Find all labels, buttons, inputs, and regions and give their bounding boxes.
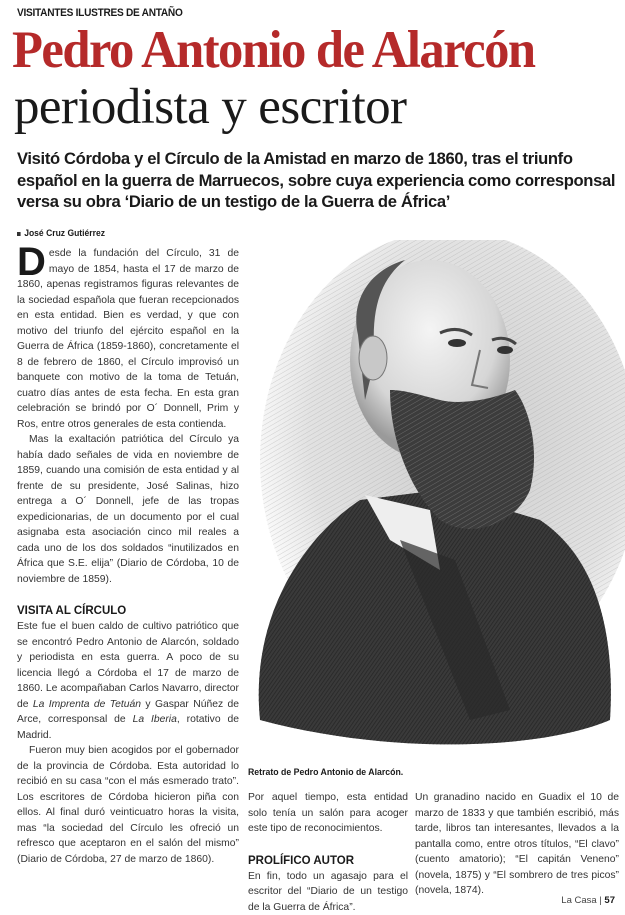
magazine-name: La Casa [561,895,596,906]
image-caption: Retrato de Pedro Antonio de Alarcón. [248,767,403,778]
author-name: José Cruz Gutiérrez [24,228,105,239]
publication-name: La Iberia [133,714,177,725]
paragraph-text: Este fue el buen caldo de cultivo patriótico que se encontró Pedro Antonio de Alarcón, soldado y periodista en esta guerra. A poco de su licencia llegó a Córdoba el 17 de marzo de 1860. Le acompañaban Carlos Navarro, director de [17,621,239,710]
paragraph-text: esde la fundación del Círculo, 31 de mayo de 1854, hasta el 17 de marzo de 1860, apenas registramos figuras relevantes de la sociedad española que fueran recepcionados en esta entidad. Bien es verdad, y que con motivo del triunfo del ejército español en la Guerra de África (1859-1860), concretamente el 8 de febrero de 1860, el Círculo improvisó un banquete con motivo de la toma de Tetuán, cuatro días antes de esta fecha. En esta gran celebración se brindó por O´ Donnell, Prim y Ros, entre otros generales de esta contienda. [17,248,239,430]
deck-line: versa su obra ‘Diario de un testigo de la Guerra de África’ [17,191,617,213]
subheadline: periodista y escritor [14,82,406,133]
paragraph [17,619,239,743]
paragraph: Un granadino nacido en Guadix el 10 de marzo de 1833 y que también escribió, más tarde, libros tan interesantes, llevados a la pantalla como, entre otros títulos, “El clavo” (cuento amatorio); “El capitán Veneno” (novela, 1875) y “El sombrero de tres picos” (novela, 1874). [415,790,619,899]
paragraph: Fueron muy bien acogidos por el gobernador de la provincia de Córdoba. Esta autoridad lo recibió en su casa “con el más esmerado trato”. Los escritores de Córdoba hicieron piña con ellos. Al final duró veinticuatro horas la visita, mas “la sociedad del Círculo les ofreció un refresco que aceptaron en el salón del mismo” (Diario de Córdoba, 27 de marzo de 1860). [17,743,239,867]
deck-line: español en la guerra de Marruecos, sobre cuya experiencia como corresponsal [17,170,617,192]
paragraph-text: y Gaspar Núñez de Arce, corresponsal de [17,699,239,726]
drop-cap: D [17,247,46,277]
paragraph-text: , rotativo de Madrid. [17,714,239,741]
section-kicker: VISITANTES ILUSTRES DE ANTAÑO [17,7,183,19]
paragraph: Por aquel tiempo, esta entidad solo tenía un salón para acoger este tipo de reconocimientos. [248,790,408,837]
bullet-square-icon [17,232,21,236]
byline [17,228,105,239]
page-number: 57 [604,895,615,906]
paragraph: En fin, todo un agasajo para el escritor del “Diario de un testigo de la Guerra de África”. [248,869,408,915]
deck-line: Visitó Córdoba y el Círculo de la Amistad en marzo de 1860, tras el triunfo [17,148,617,170]
section-heading: PROLÍFICO AUTOR [248,853,408,869]
column-left [17,246,239,867]
paragraph: Mas la exaltación patriótica del Círculo ya había dado señales de vida en noviembre de 1859, cuando una comisión de esta entidad y al frente de su presidente, José Salinas, hizo entrega a O´ Donnell, jefe de las tropas expedicionarias, de un documento por el cual asignaba esta asociación cinco mil reales a cada uno de los dos soldados “inutilizados en África que S.E. elija” (Diario de Córdoba, 10 de noviembre de 1859). [17,432,239,587]
portrait-image [240,240,625,760]
page-footer [561,895,615,906]
column-right [415,790,619,899]
headline: Pedro Antonio de Alarcón [12,24,535,77]
publication-name: La Imprenta de Tetuán [33,699,141,710]
column-middle [248,790,408,915]
section-heading: VISITA AL CÍRCULO [17,603,239,619]
paragraph [17,246,239,432]
deck [17,148,617,213]
footer-separator: | [599,895,601,906]
